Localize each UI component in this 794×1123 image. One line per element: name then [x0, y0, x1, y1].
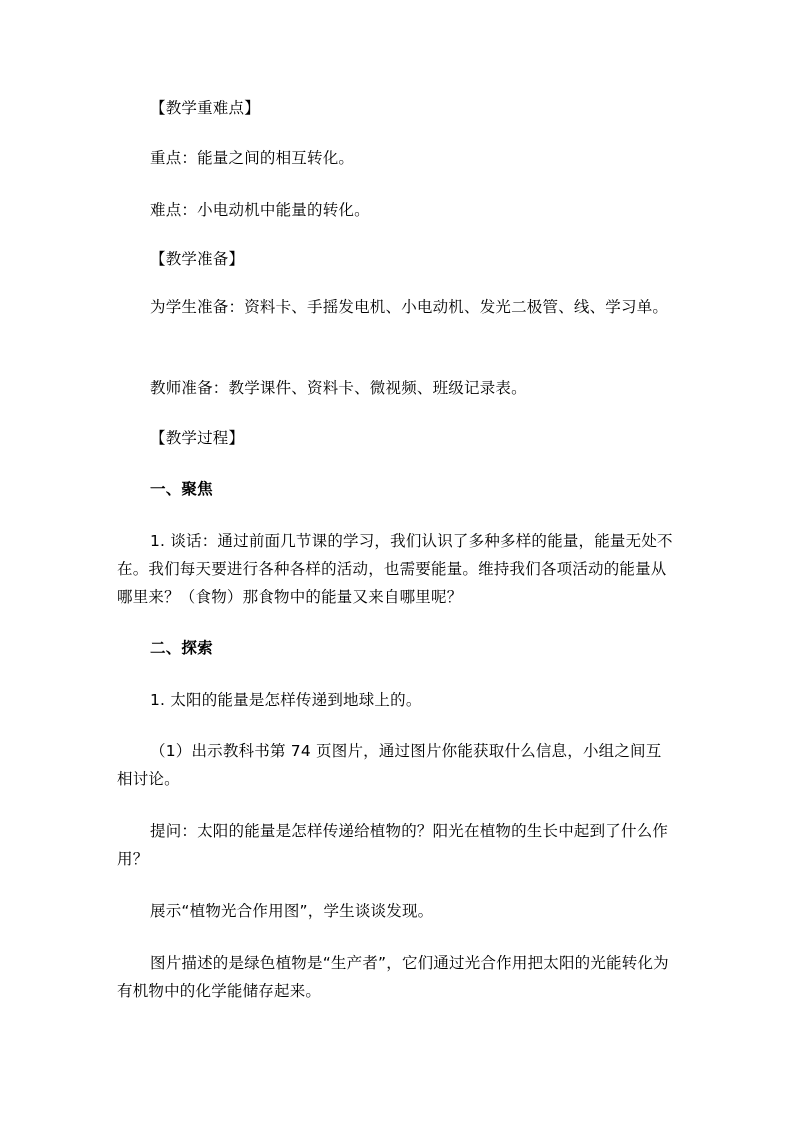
teacher-preparation-text: 教师准备：教学课件、资料卡、微视频、班级记录表。	[150, 379, 527, 397]
diagram-description-text: 图片描述的是绿色植物是“生产者”，它们通过光合作用把太阳的光能转化为有机物中的化学能储存起来。	[117, 954, 669, 1000]
student-preparation-text: 为学生准备：资料卡、手摇发电机、小电动机、发光二极管、线、学习单。	[150, 298, 669, 316]
heading-process: 【教学过程】	[150, 429, 245, 447]
heading-preparation: 【教学准备】	[150, 250, 245, 268]
explore-item-1: 1. 太阳的能量是怎样传递到地球上的。	[150, 691, 422, 709]
explore-item-1-1: （1）出示教科书第 74 页图片，通过图片你能获取什么信息，小组之间互相讨论。	[117, 742, 662, 788]
heading-key-points: 【教学重难点】	[150, 99, 260, 117]
focus-talk-text: 1. 谈话：通过前面几节课的学习，我们认识了多种多样的能量，能量无处不在。我们每天要进行各种各样的活动，也需要能量。维持我们各项活动的能量从哪里来？（食物）那食物中的能量又来自哪里呢？	[117, 532, 673, 606]
section-explore-heading: 二、探索	[150, 639, 213, 657]
show-diagram-text: 展示“植物光合作用图”，学生谈谈发现。	[150, 902, 434, 920]
key-point-text: 重点：能量之间的相互转化。	[150, 149, 355, 167]
question-text: 提问：太阳的能量是怎样传递给植物的？阳光在植物的生长中起到了什么作用？	[117, 822, 669, 868]
section-focus-heading: 一、聚焦	[150, 480, 213, 498]
difficult-point-text: 难点：小电动机中能量的转化。	[150, 201, 370, 219]
